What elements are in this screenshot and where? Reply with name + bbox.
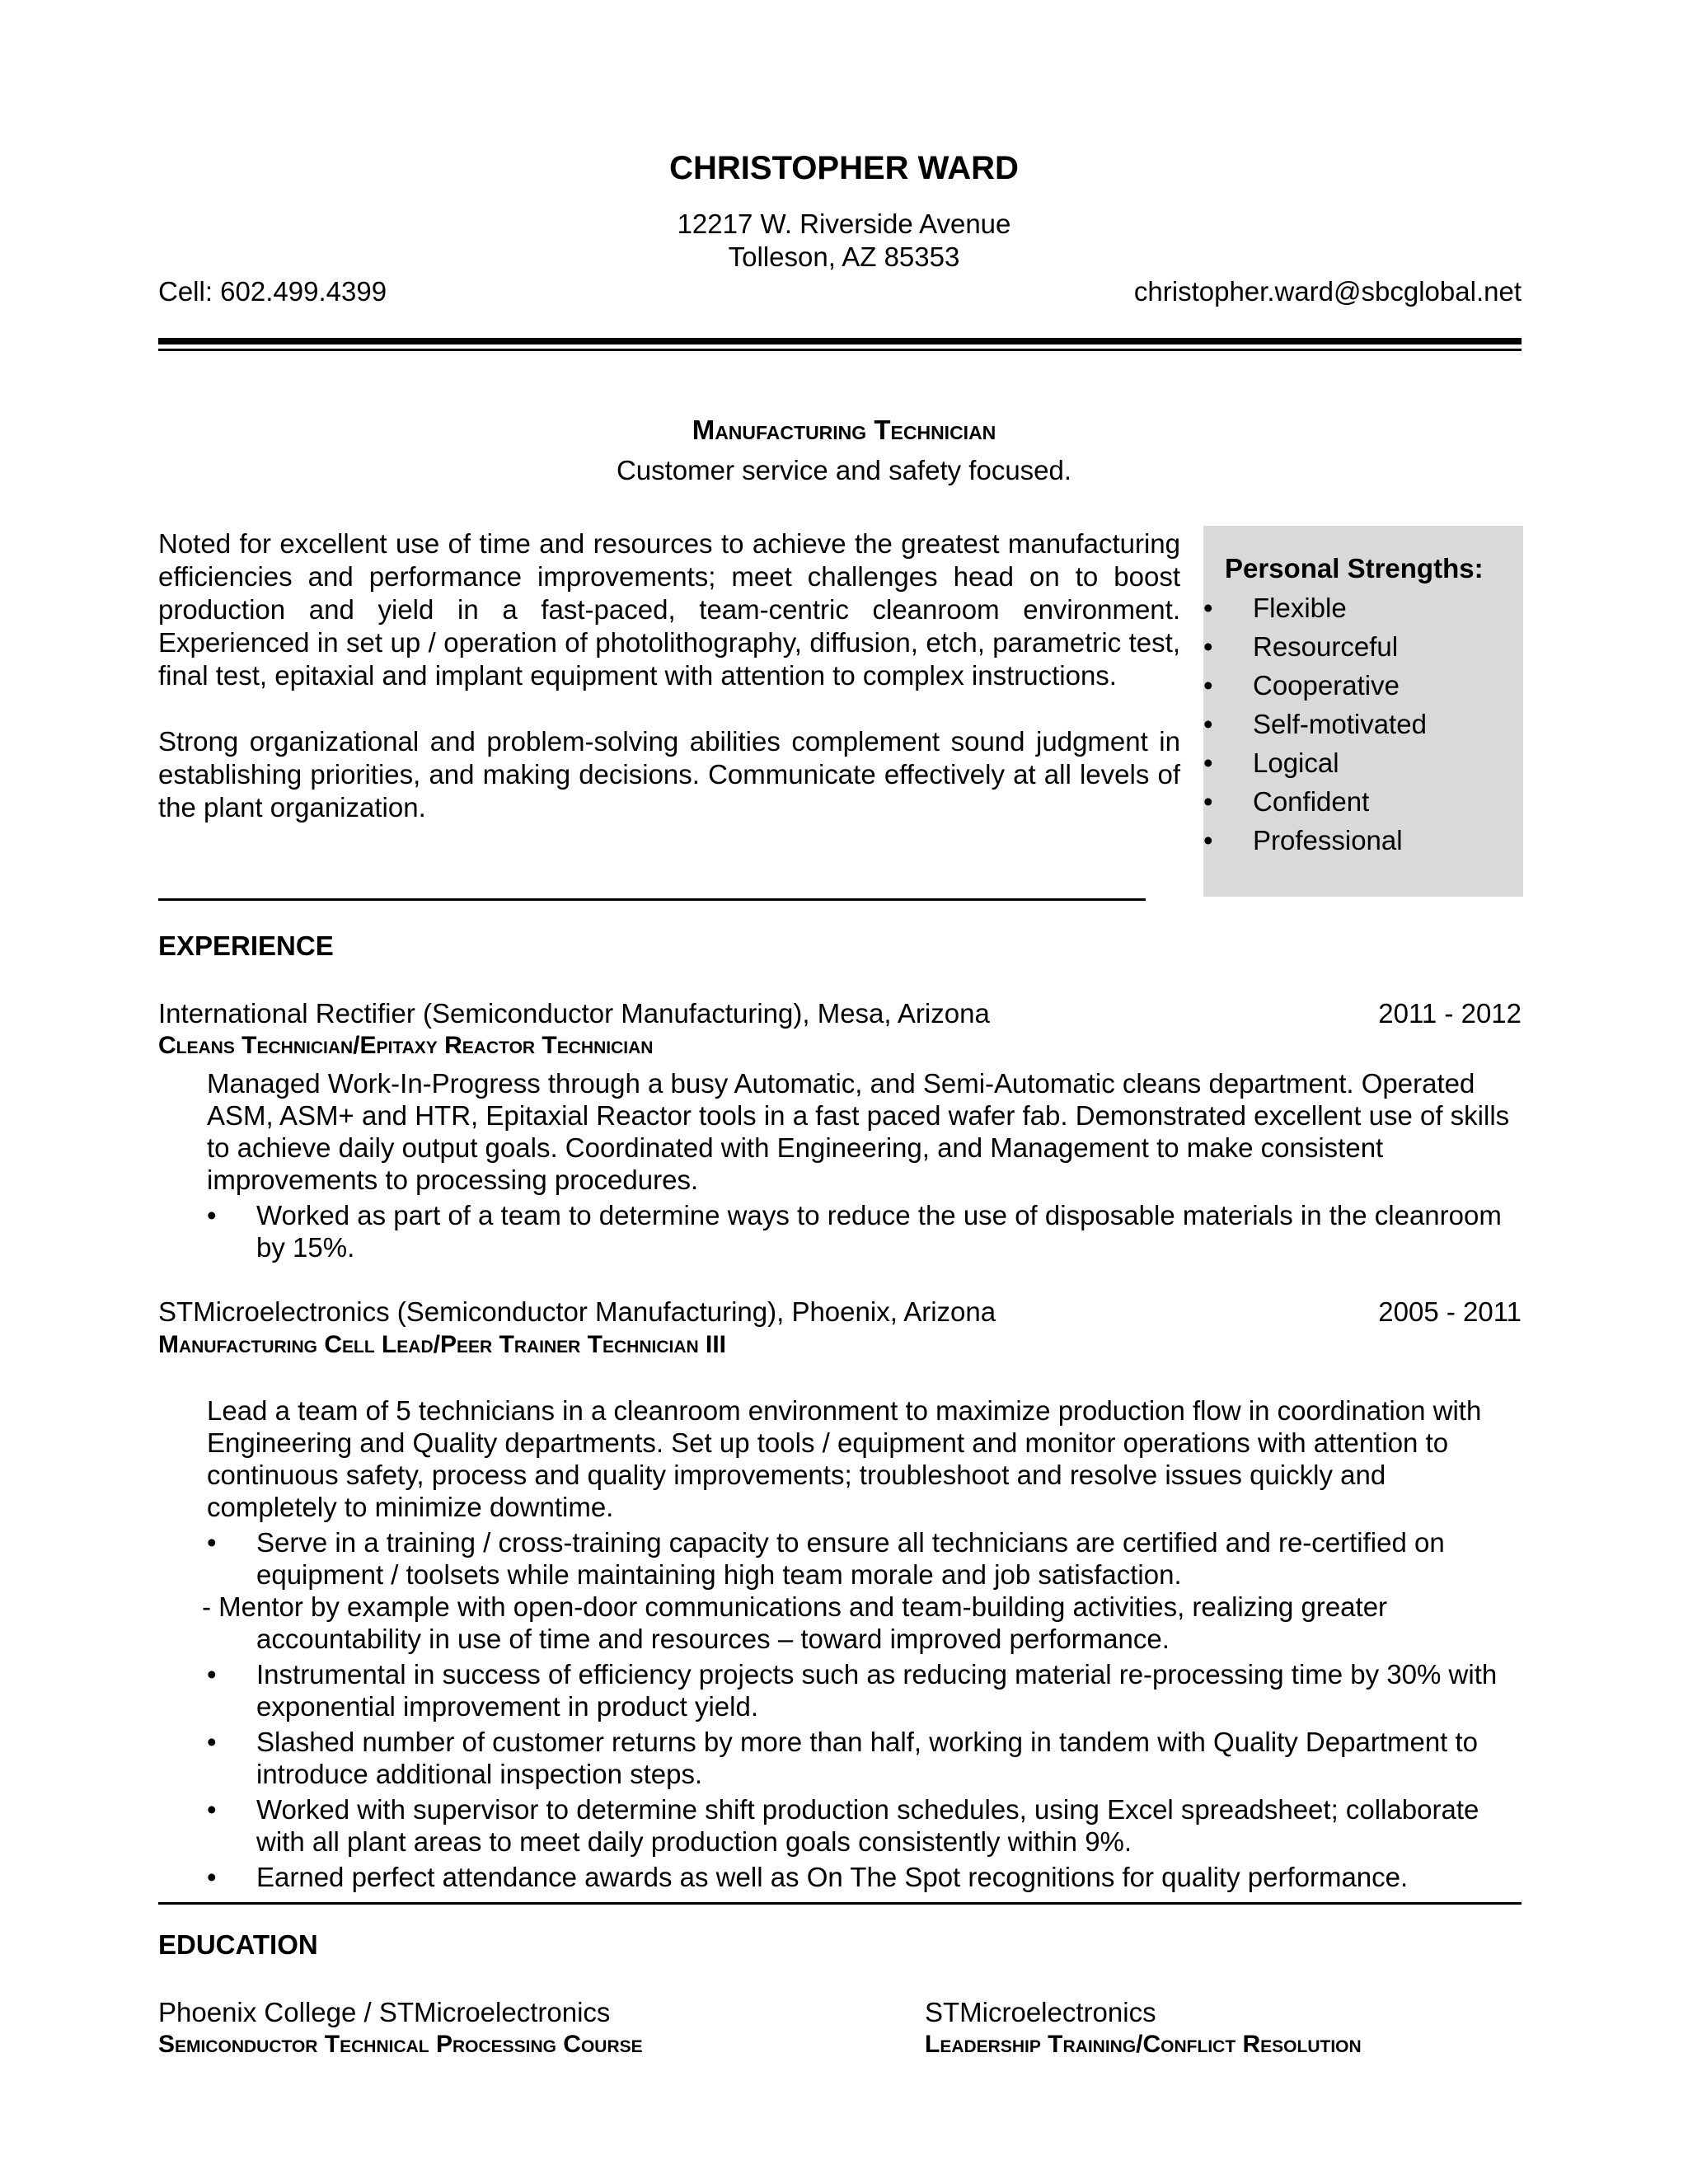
job-1-bullets — [207, 1199, 1517, 1263]
strength-item: • Cooperative — [1203, 670, 1400, 701]
candidate-name: CHRISTOPHER WARD — [669, 150, 1019, 186]
job-2-mentor-continuation: accountability in use of time and resources – toward improved performance. — [256, 1624, 1170, 1654]
strengths-list — [1203, 592, 1523, 863]
summary-rule — [158, 898, 1146, 901]
job-2-title: Manufacturing Cell Lead/Peer Trainer Technician III — [158, 1331, 726, 1358]
objective-tagline: Customer service and safety focused. — [616, 455, 1072, 485]
email[interactable]: christopher.ward@sbcglobal.net — [1133, 276, 1522, 307]
job-1-description: Managed Work-In-Progress through a busy Automatic, and Semi-Automatic cleans department. Operated ASM, ASM+ and HTR, Epitaxial Reactor tools in a fast paced wafer fab. Demonstrated excellent use of skills to achieve daily output goals. Coordinated with Engineering, and Management to make consistent improvements to processing procedures. — [207, 1068, 1510, 1195]
job-2-bullet: • Slashed number of customer returns by more than half, working in tandem with Quality Department to introduce additional inspection steps. — [207, 1727, 1479, 1789]
job-2-bullet: • Worked with supervisor to determine shift production schedules, using Excel spreadsheet; collaborate with all plant areas to meet daily production goals consistently within 9%. — [207, 1794, 1479, 1857]
job-2-bullet: • Earned perfect attendance awards as well as On The Spot recognitions for quality performance. — [207, 1862, 1409, 1892]
education-2-course: Leadership Training/Conflict Resolution — [925, 2031, 1362, 2058]
job-2-description: Lead a team of 5 technicians in a cleanroom environment to maximize production flow in coordination with Engineering and Quality departments. Set up tools / equipment and monitor operations with attention to continuous safety, process and quality improvements; troubleshoot and resolve issues quickly and completely to minimize downtime. — [207, 1395, 1482, 1522]
experience-heading: EXPERIENCE — [158, 930, 334, 961]
education-2-school: STMicroelectronics — [925, 1997, 1156, 2027]
strength-item: • Flexible — [1203, 593, 1347, 623]
job-2-mentor-line: - Mentor by example with open-door communications and team-building activities, realizing greater — [202, 1591, 1388, 1622]
job-1-dates: 2011 - 2012 — [1378, 998, 1522, 1029]
summary — [158, 527, 1180, 824]
strength-item: • Confident — [1203, 786, 1370, 817]
job-1-title: Cleans Technician/Epitaxy Reactor Technician — [158, 1032, 654, 1059]
job-2-company: STMicroelectronics (Semiconductor Manufacturing), Phoenix, Arizona — [158, 1296, 996, 1327]
address-line-2: Tolleson, AZ 85353 — [728, 241, 960, 272]
job-2-bullets-more — [207, 1658, 1517, 1893]
strengths-box — [1203, 526, 1523, 897]
header-rule-thin — [158, 349, 1522, 351]
job-2-body — [202, 1394, 1517, 1893]
objective-title: Manufacturing Technician — [692, 415, 996, 445]
job-1-company: International Rectifier (Semiconductor Manufacturing), Mesa, Arizona — [158, 998, 990, 1029]
job-2-bullet: • Instrumental in success of efficiency projects such as reducing material re-processing time by 30% with exponential improvement in product yield. — [207, 1659, 1498, 1722]
strength-item: • Resourceful — [1203, 631, 1399, 662]
job-1-bullet: • Worked as part of a team to determine ways to reduce the use of disposable materials in the cleanroom by 15%. — [207, 1200, 1502, 1263]
strength-item: • Professional — [1203, 825, 1403, 855]
job-2-bullet: • Serve in a training / cross-training capacity to ensure all technicians are certified and re-certified on equipment / toolsets while maintaining high team morale and job satisfaction. — [207, 1527, 1445, 1590]
address-line-1: 12217 W. Riverside Avenue — [677, 209, 1011, 239]
education-1-school: Phoenix College / STMicroelectronics — [158, 1997, 611, 2027]
header-rule-thick — [158, 338, 1522, 344]
job-2-bullets — [207, 1526, 1517, 1591]
strengths-title: Personal Strengths: — [1225, 553, 1484, 583]
education-heading: EDUCATION — [158, 1929, 318, 1960]
cell-phone: Cell: 602.499.4399 — [158, 276, 387, 307]
summary-paragraph-1: Noted for excellent use of time and resources to achieve the greatest manufacturing efficiencies and performance improvements; meet challenges head on to boost production and yield in a fast-paced, team-centric cleanroom environment. Experienced in set up / operation of photolithography, diffusion, etch, parametric test, final test, epitaxial and implant equipment with attention to complex instructions. — [158, 528, 1180, 691]
experience-rule — [158, 1902, 1522, 1905]
strength-item: • Self-motivated — [1203, 709, 1427, 739]
job-2-dates: 2005 - 2011 — [1378, 1296, 1522, 1327]
job-1-body — [207, 1067, 1517, 1263]
summary-paragraph-2: Strong organizational and problem-solving abilities complement sound judgment in establishing priorities, and making decisions. Communicate effectively at all levels of the plant organization. — [158, 726, 1180, 823]
education-1-course: Semiconductor Technical Processing Course — [158, 2031, 643, 2058]
strength-item: • Logical — [1203, 748, 1339, 778]
